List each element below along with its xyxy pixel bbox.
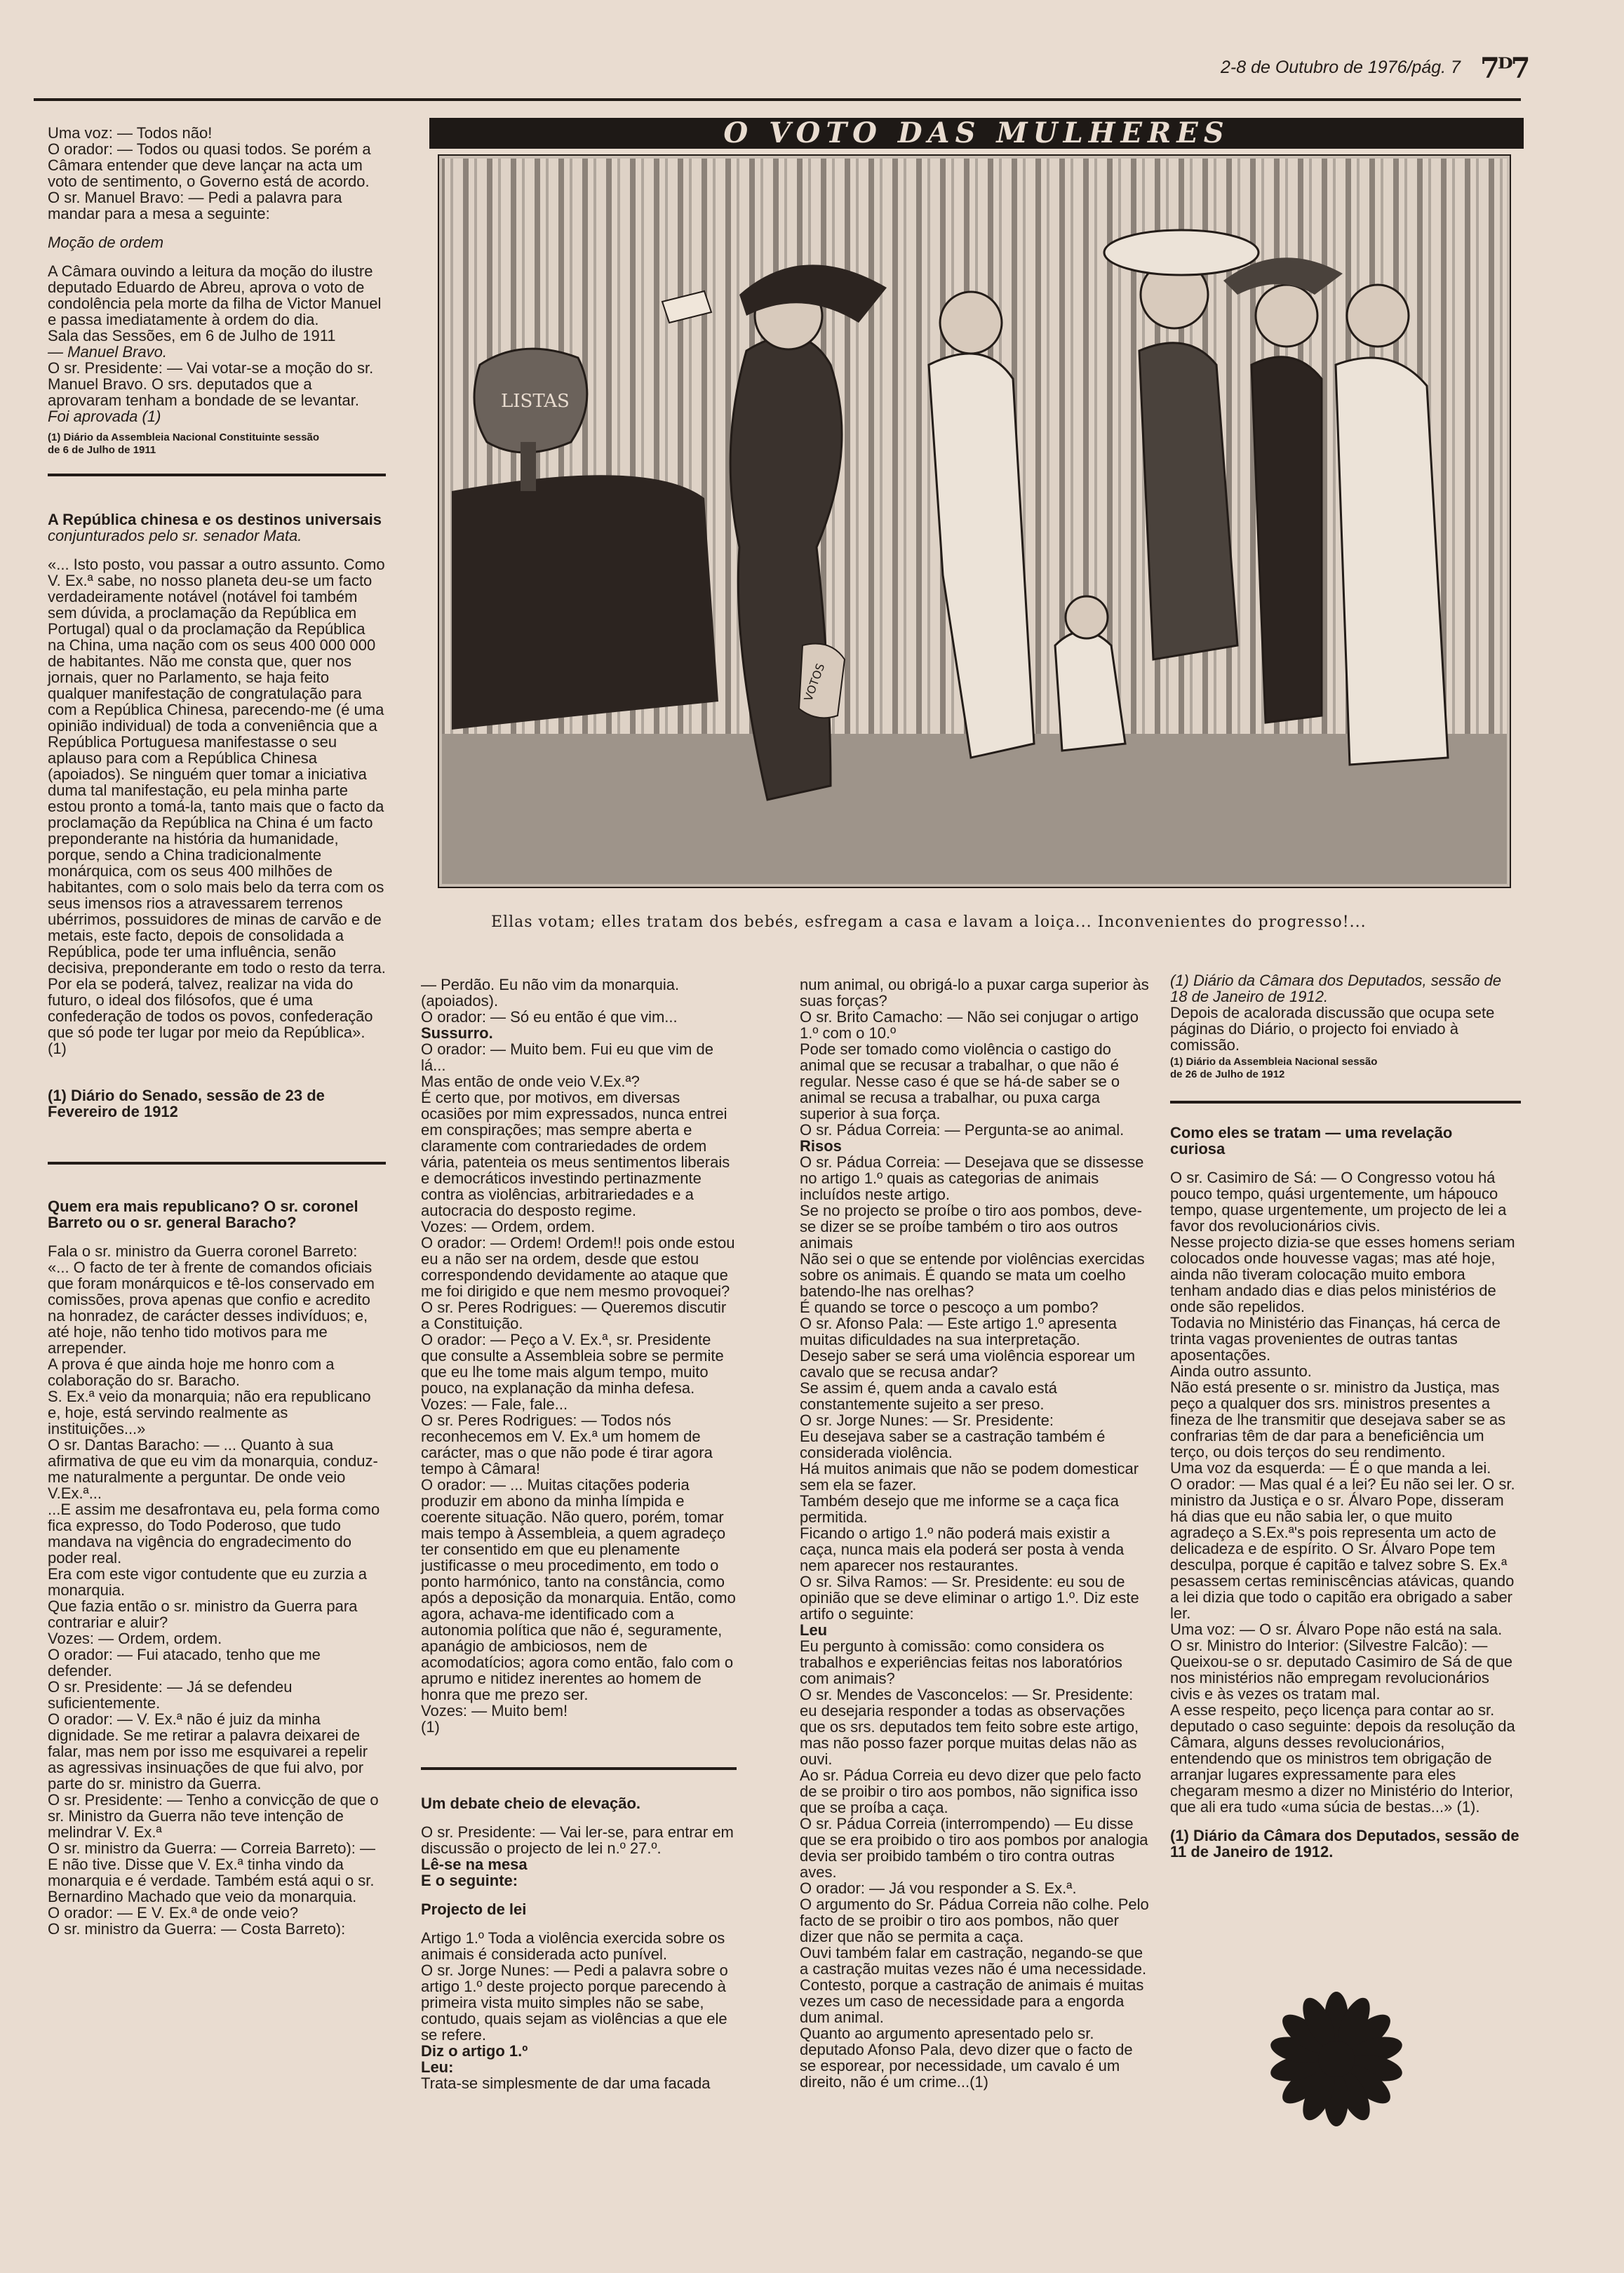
text-para: O sr. Presidente: — Tenho a convicção de que o sr. Ministro da Guerra não teve intenção de melindrar V. Ex.ª — [48, 1791, 379, 1841]
section-rule — [421, 1767, 737, 1770]
text-para: Artigo 1.º Toda a violência exercida sobre os animais é considerada acto punível. — [421, 1929, 725, 1963]
section-title: Um debate cheio de elevação. — [421, 1795, 641, 1812]
text-para: O sr. Mendes de Vasconcelos: — Sr. Presidente: eu desejaria responder a todas as observações que os srs. deputados tem feito sobre este artigo, mas não posso fazer porque muitas delas não as ouvi. — [800, 1686, 1139, 1768]
text-para: Também desejo que me informe se a caça fica permitida. — [800, 1492, 1119, 1526]
text-para: O sr. Casimiro de Sá: — O Congresso votou há pouco tempo, quási urgentemente, um hápouco tempo, quase urgentemente, um projecto de lei a favor dos revolucionários civis. — [1170, 1169, 1507, 1235]
text-para: O sr. Jorge Nunes: — Pedi a palavra sobre o artigo 1.º deste projecto porque parecendo à primeira vista muito simples não se sabe, contudo, quais sejam as violências a que ele se refere. — [421, 1962, 728, 2044]
section-rule — [48, 474, 386, 476]
text-para: O orador: — ... Muitas citações poderia produzir em abono da minha límpida e coerente situação. Não quero, porém, tomar mais tempo à Assembleia, a quem agradeço ter consentido em que eu plenamente justificasse o meu procedimento, em todo o ponto harmónico, tanto na constância, como após a deposição da monarquia. Então, como agora, achava-me identificado com a autonomia política que não é, seguramente, apanágio de ambiciosos, nem de acomodatícios; agora como então, falo com o aprumo e nitidez inerentes ao homem de honra que me prezo ser. — [421, 1476, 736, 1703]
text-para: Eu pergunto à comissão: como considera os trabalhos e experiências feitas nos laboratórios com animais? — [800, 1637, 1122, 1687]
text-para: O sr. Pádua Correia (interrompendo) — Eu disse que se era proibido o tiro aos pombos por analogia devia ser proibido também o tiro contra outras aves. — [800, 1815, 1148, 1881]
column-4 — [1170, 972, 1521, 1860]
text-para: Sala das Sessões, em 6 de Julho de 1911 — [48, 327, 336, 344]
footnote: (1) Diário da Câmara dos Deputados, sessão de 18 de Janeiro de 1912. — [1170, 972, 1502, 1005]
text-para: O orador: — Peço a V. Ex.ª, sr. Presidente que consulte a Assembleia sobre se permite que eu lhe tome mais algum tempo, muito pouco, na explanação da minha defesa. — [421, 1331, 724, 1397]
text-para: Mas então de onde veio V.Ex.ª? — [421, 1073, 640, 1090]
text-para: Desejo saber se será uma violência esporear um cavalo que se recusa andar? — [800, 1347, 1136, 1381]
text-para: E o seguinte: — [421, 1872, 518, 1889]
child-head — [1066, 596, 1108, 638]
text-para: É certo que, por motivos, em diversas ocasiões por mim expressados, nunca entrei em conspirações; mas sempre aberta e claramente com contrariedades de ordem vária, patenteia os meus sentimentos liberais e democráticos investindo pertinazmente contra as violências, arbitrariedades e a autocracia do desposto regime. — [421, 1089, 730, 1219]
text-para: ...E assim me desafrontava eu, pela forma como fica expresso, do Todo Poderoso, que tudo mandava na vigência do engradecimento do poder real. — [48, 1501, 380, 1567]
text-para: Leu — [800, 1621, 828, 1639]
text-para: Sussurro. — [421, 1024, 493, 1042]
text-para: Lê-se na mesa — [421, 1856, 528, 1873]
text-para: Trata-se simplesmente de dar uma facada — [421, 2074, 711, 2092]
section-title: Como eles se tratam — uma revelação — [1170, 1124, 1453, 1141]
text-para: O orador: — Todos ou quasi todos. Se porém a Câmara entender que deve lançar na acta um voto de sentimento, o Governo está de acordo. — [48, 140, 371, 190]
text-para: Leu: — [421, 2058, 454, 2076]
text-para: Vozes: — Ordem, ordem. — [421, 1218, 596, 1235]
text-para: Ao sr. Pádua Correia eu devo dizer que pelo facto de se proibir o tiro aos pombos, não significa isso que se proíba a caça. — [800, 1766, 1141, 1816]
column-2 — [421, 977, 737, 2091]
cartoon-caption: Ellas votam; elles tratam dos bebés, esfregam a casa e lavam a loiça... Inconvenientes do progresso!... — [491, 913, 1367, 931]
footnote: (1) Diário da Câmara dos Deputados, sessão de 11 de Janeiro de 1912. — [1170, 1827, 1519, 1860]
text-para: O orador: — Ordem! Ordem!! pois onde estou eu a não ser na ordem, desde que estou correspondendo devidamente ao ataque que me foi dirigido e que nem mesmo provoquei? — [421, 1234, 735, 1300]
man-head-4 — [1256, 285, 1317, 347]
text-para: O sr. Peres Rodrigues: — Queremos discutir a Constituição. — [421, 1299, 727, 1332]
bag-label: VOTOS — [801, 662, 828, 704]
text-para: O sr. Silva Ramos: — Sr. Presidente: eu sou de opinião que se deve eliminar o artigo 1.º. Diz este artifo o seguinte: — [800, 1573, 1139, 1623]
urn-label: LISTAS — [501, 391, 570, 412]
signature-line: — Manuel Bravo. — [48, 343, 167, 361]
text-para: «... O facto de ter à frente de comandos oficiais que foram monárquicos e tê-los conservado em comissões, prova apenas que confio e acredito na honradez, de carácter desses indivíduos; e, até hoje, não tenho tido motivos para me arrepender. — [48, 1259, 375, 1357]
text-para: O orador: — Já vou responder a S. Ex.ª. — [800, 1879, 1077, 1897]
voting-table — [452, 475, 718, 730]
text-para: O sr. ministro da Guerra: — Correia Barreto): — E não tive. Disse que V. Ex.ª tinha vindo da monarquia e é verdade. Também está aqui o sr. Bernardino Machado que veio da monarquia. — [48, 1839, 376, 1905]
text-para: O orador: — Só eu então é que vim... — [421, 1008, 678, 1026]
text-para: Depois de acalorada discussão que ocupa sete páginas do Diário, o projecto foi enviado à comissão. — [1170, 1004, 1495, 1054]
text-para: O orador: — Muito bem. Fui eu que vim de lá... — [421, 1040, 713, 1074]
text-para: num animal, ou obrigá-lo a puxar carga superior às suas forças? — [800, 976, 1149, 1010]
text-para: Ficando o artigo 1.º não poderá mais existir a caça, nunca mais ela poderá ser posta à venda nem aparecer nos restaurantes. — [800, 1524, 1125, 1574]
text-para: O orador: — E V. Ex.ª de onde veio? — [48, 1904, 299, 1922]
man-head — [940, 292, 1002, 354]
footnote: (1) Diário do Senado, sessão de 23 de Fevereiro de 1912 — [48, 1087, 325, 1120]
text-para: Não está presente o sr. ministro da Justiça, mas peço a qualquer dos srs. ministros presentes a fineza de lhe transmitir que desejava saber se as confrarias têm de dar para a beneficiência um terço, ou dois terços do seu rendimento. — [1170, 1379, 1506, 1461]
text-para: Se no projecto se proíbe o tiro aos pombos, deve-se dizer se se proíbe também o tiro aos outros animais — [800, 1202, 1142, 1252]
text-para: Vozes: — Muito bem! — [421, 1702, 568, 1719]
text-para: O sr. Jorge Nunes: — Sr. Presidente: — [800, 1412, 1054, 1429]
text-para: (1) — [421, 1718, 440, 1736]
newspaper-logo: 7ᴰ7 — [1480, 52, 1529, 85]
text-para: Projecto de lei — [421, 1900, 527, 1918]
text-para: Pode ser tomado como violência o castigo do animal que se recusar a trabalhar, o que não é regular. Nesse caso é que se há-de saber se o animal se recusa a trabalhar, ou puxa carga superior à sua força. — [800, 1040, 1120, 1122]
text-para: A esse respeito, peço licença para contar ao sr. deputado o caso seguinte: depois da resolução da Câmara, alguns desses revolucionários, entendendo que os ministros tem obrigação de arranjar lugares expressamente para eles chegaram mesmo a dizer no Ministério do Interior, que ali era tudo «uma súcia de bestas...» (1). — [1170, 1701, 1515, 1816]
section-title: A República chinesa e os destinos universais — [48, 511, 382, 528]
text-para: — Perdão. Eu não vim da monarquia. (apoiados). — [421, 976, 680, 1010]
text-para: Todavia no Ministério das Finanças, há cerca de trinta vagas provenientes de outras tantas aposentações. — [1170, 1314, 1501, 1364]
section-title: curiosa — [1170, 1140, 1226, 1158]
straw-hat — [1104, 230, 1259, 275]
text-para: O sr. Presidente: — Vai ler-se, para entrar em discussão o projecto de lei n.º 27.º. — [421, 1823, 734, 1857]
text-para: Risos — [800, 1137, 842, 1155]
text-para: O sr. Presidente: — Vai votar-se a moção do sr. Manuel Bravo. O srs. deputados que a aprovaram tenham a bondade de se levantar. — [48, 359, 374, 409]
text-para: Se assim é, quem anda a cavalo está constantemente sujeito a ser preso. — [800, 1379, 1057, 1413]
text-para: O sr. Ministro do Interior: (Silvestre Falcão): — Queixou-se o sr. deputado Casimiro de Sá de que nos ministérios não empregam revolucionários civis e às vezes os tratam mal. — [1170, 1637, 1512, 1703]
motion-heading: Moção de ordem — [48, 234, 164, 251]
text-para: Vozes: — Ordem, ordem. — [48, 1630, 222, 1647]
text-para: Diz o artigo 1.º — [421, 2042, 528, 2060]
text-para: Ouvi também falar em castração, negando-se que a castração muitas vezes não é uma necessidade. Contesto, porque a castração de animais é muitas vezes um caso de necessidade para a engorda dum animal. — [800, 1944, 1147, 2026]
text-para: O sr. Afonso Pala: — Este artigo 1.º apresenta muitas dificuldades na sua interpretação. — [800, 1315, 1117, 1348]
footnote: (1) Diário da Assembleia Nacional sessão de 26 de Julho de 1912 — [1170, 1056, 1378, 1080]
text-para: O sr. Brito Camacho: — Não sei conjugar o artigo 1.º com o 10.º — [800, 1008, 1139, 1042]
man-head-3 — [1347, 285, 1409, 347]
text-para: Uma voz: — O sr. Álvaro Pope não está na sala. — [1170, 1621, 1503, 1638]
section-title: Quem era mais republicano? O sr. coronel Barreto ou o sr. general Baracho? — [48, 1198, 358, 1231]
text-para: Nesse projecto dizia-se que esses homens seriam colocados onde houvesse vagas; mas até hoje, ainda não tiveram colocação muito embora tenham andado dias e dias pelos ministérios de onde são repelidos. — [1170, 1233, 1515, 1315]
text-para: A prova é que ainda hoje me honro com a colaboração do sr. Baracho. — [48, 1355, 335, 1389]
text-para: O orador: — Mas qual é a lei? Eu não sei ler. O sr. ministro da Justiça e o sr. Álvaro Pope, disseram há dias que eu não sabia ler, o que muito agradeço a S.Ex.ª's pois representa um acto de delicadeza e de espírito. O Sr. Álvaro Pope tem desculpa, porque é capitão e talvez sobre S. Ex.ª pesassem certas reminiscências atávicas, quando a lei dizia que todo o capitão era obrigado a saber ler. — [1170, 1475, 1515, 1622]
flower-ornament — [1266, 1989, 1407, 2129]
text-para: O sr. ministro da Guerra: — Costa Barreto): — [48, 1920, 346, 1938]
text-para: Eu desejava saber se a castração também é considerada violência. — [800, 1428, 1106, 1461]
text-para: O orador: — V. Ex.ª não é juiz da minha dignidade. Se me retirar a palavra deixarei de falar, mas nem por isso me esquivarei a repelir as agressivas insinuações de que fui alvo, por parte do sr. ministro da Guerra. — [48, 1710, 368, 1792]
text-para: Quanto ao argumento apresentado pelo sr. deputado Afonso Pala, devo dizer que o facto de se esporear, por necessidade, um cavalo é um direito, não é um crime...(1) — [800, 2025, 1133, 2091]
top-rule — [34, 98, 1521, 101]
result-line: Foi aprovada (1) — [48, 408, 161, 425]
text-para: O sr. Dantas Baracho: — ... Quanto à sua afirmativa de que eu vim da monarquia, conduz-me naturalmente a perguntar. De onde veio V.Ex.ª... — [48, 1436, 378, 1502]
text-para: Uma voz: — Todos não! — [48, 124, 213, 142]
text-para: O sr. Pádua Correia: — Pergunta-se ao animal. — [800, 1121, 1125, 1139]
cartoon-title: O VOTO DAS MULHERES — [429, 118, 1524, 149]
column-1 — [48, 125, 386, 1937]
cartoon-illustration — [438, 154, 1511, 888]
text-para: O sr. Presidente: — Já se defendeu suficientemente. — [48, 1678, 293, 1712]
text-para: Não sei o que se entende por violências exercidas sobre os animais. É quando se mata um coelho batendo-lhe nas orelhas? — [800, 1250, 1145, 1300]
text-para: É quando se torce o pescoço a um pombo? — [800, 1299, 1099, 1316]
footnote: (1) Diário da Assembleia Nacional Constituinte sessão de 6 de Julho de 1911 — [48, 431, 320, 456]
text-para: O argumento do Sr. Pádua Correia não colhe. Pelo facto de se proibir o tiro aos pombos, não quer dizer que não se permita a caça. — [800, 1896, 1149, 1945]
section-rule — [1170, 1101, 1521, 1104]
page-header-date: 2-8 de Outubro de 1976/pág. 7 — [1221, 58, 1461, 77]
text-para: Uma voz da esquerda: — É o que manda a lei. — [1170, 1459, 1491, 1477]
text-para: Ainda outro assunto. — [1170, 1362, 1312, 1380]
text-para: O sr. Peres Rodrigues: — Todos nós reconhecemos em V. Ex.ª um homem de carácter, mas o que não pode é tirar agora tempo à Câmara! — [421, 1412, 713, 1477]
section-subtitle: conjunturados pelo sr. senador Mata. — [48, 527, 302, 544]
column-3 — [800, 977, 1150, 2090]
text-para: O orador: — Fui atacado, tenho que me defender. — [48, 1646, 321, 1679]
quote-para: «... Isto posto, vou passar a outro assunto. Como V. Ex.ª sabe, no nosso planeta deu-se um facto verdadeiramente notável (notável foi também sem dúvida, a proclamação da República em Portugal) qual o da proclamação da República na China, uma nação com os seus 400 000 000 de habitantes. Não me consta que, quer nos jornais, quer no Parlamento, se haja feito qualquer manifestação de congratulação para com a República Chinesa, parecendo-me (é uma opinião individual) de toda a conveniência que a República Portuguesa manifestasse o seu aplauso para com a República Chinesa (apoiados). Se ninguém quer tomar a iniciativa duma tal manifestação, eu pela minha parte estou pronto a tomá-la, tanto mais que o facto da proclamação da República na China é um facto preponderante na história da humanidade, porque, sendo a China tradicionalmente monárquica, com os seus 400 milhões de habitantes, com o solo mais belo da terra com os seus imensos rios a atravessarem terrenos ubérrimos, possuidores de minas de carvão e de metais, este facto, depois de consolidada a República, pode ter uma influência, senão decisiva, preponderante em todo o resto da terra. Por ela se poderá, talvez, realizar na vida do futuro, o ideal dos filósofos, que é uma confederação de todos os povos, confederação que só pode ter lugar por meio da República». (1) — [48, 556, 386, 1057]
section-rule — [48, 1162, 386, 1165]
text-para: S. Ex.ª veio da monarquia; não era republicano e, hoje, está servindo realmente as instituições...» — [48, 1388, 371, 1437]
text-para: A Câmara ouvindo a leitura da moção do ilustre deputado Eduardo de Abreu, aprova o voto de condolência pela morte da filha de Victor Manuel e passa imediatamente à ordem do dia. — [48, 262, 382, 328]
text-para: O sr. Pádua Correia: — Desejava que se dissesse no artigo 1.º quais as categorias de animais incluídos neste artigo. — [800, 1153, 1144, 1203]
text-para: O sr. Manuel Bravo: — Pedi a palavra para mandar para a mesa a seguinte: — [48, 189, 342, 222]
text-para: Vozes: — Fale, fale... — [421, 1395, 568, 1413]
text-para: Era com este vigor contudente que eu zurzia a monarquia. — [48, 1565, 367, 1599]
urn-stem — [521, 442, 536, 491]
text-para: Fala o sr. ministro da Guerra coronel Barreto: — [48, 1242, 358, 1260]
text-para: Há muitos animais que não se podem domesticar sem ela se fazer. — [800, 1460, 1139, 1494]
text-para: Que fazia então o sr. ministro da Guerra para contrariar e aluir? — [48, 1597, 358, 1631]
